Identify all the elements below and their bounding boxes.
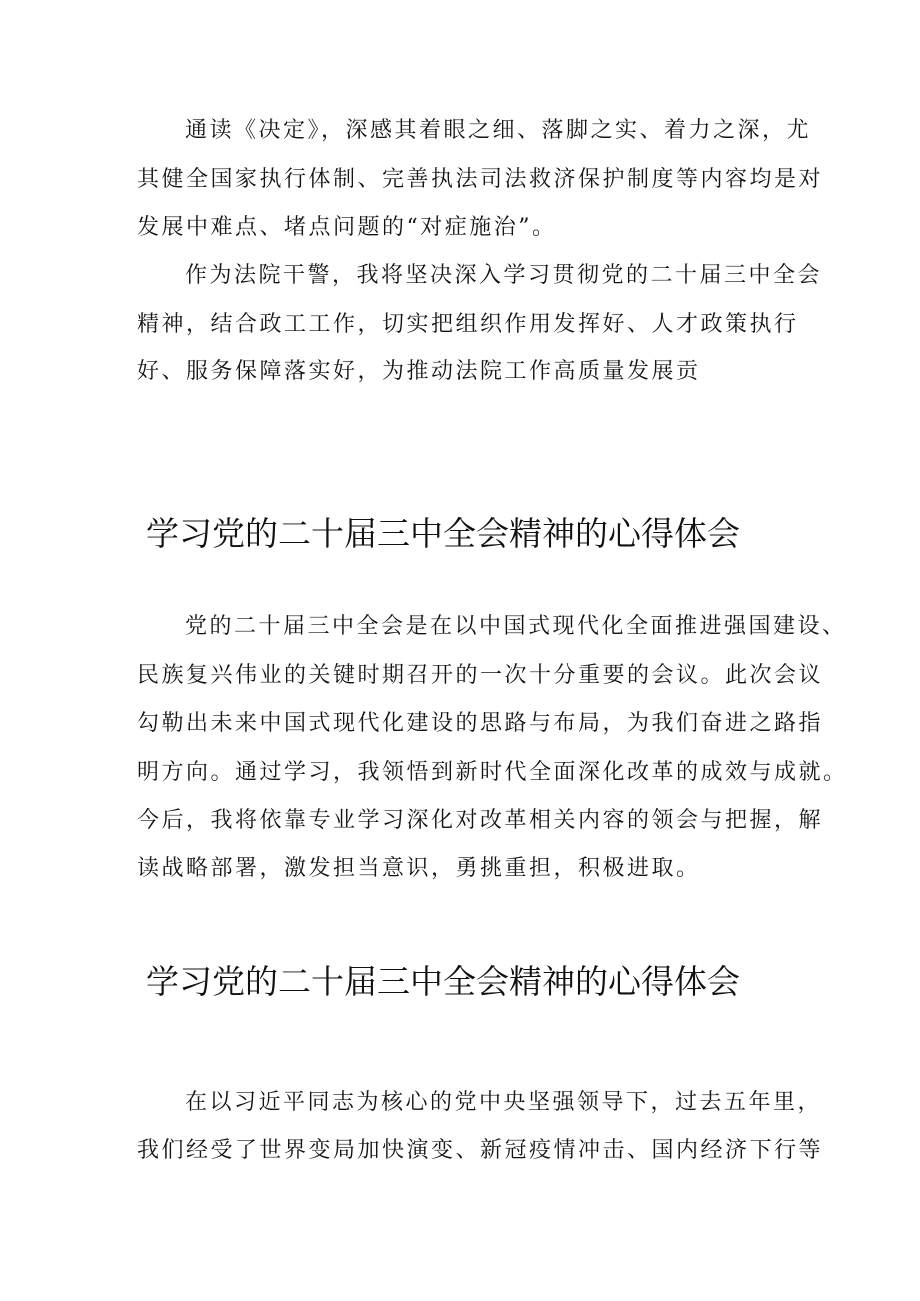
paragraph-line: 我们经受了世界变局加快演变、新冠疫情冲击、国内经济下行等 <box>137 1138 824 1163</box>
paragraph-line: 发展中难点、堵点问题的“对症施治”。 <box>137 215 557 240</box>
section-title: 学习党的二十届三中全会精神的心得体会 <box>146 962 740 1001</box>
paragraph-line: 作为法院干警，我将坚决深入学习贯彻党的二十届三中全会 <box>185 263 823 288</box>
paragraph-line: 勾勒出未来中国式现代化建设的思路与布局，为我们奋进之路指 <box>137 711 824 736</box>
paragraph-line: 民族复兴伟业的关键时期召开的一次十分重要的会议。此次会议 <box>137 663 824 688</box>
section-title: 学习党的二十届三中全会精神的心得体会 <box>146 514 740 553</box>
paragraph-line: 通读《决定》，深感其着眼之细、落脚之实、着力之深，尤 <box>185 118 812 143</box>
paragraph-line: 其健全国家执行体制、完善执法司法救济保护制度等内容均是对 <box>137 167 824 192</box>
paragraph-line: 好、服务保障落实好，为推动法院工作高质量发展贡 <box>137 359 701 384</box>
paragraph-line: 明方向。通过学习，我领悟到新时代全面深化改革的成效与成就。 <box>137 760 848 785</box>
paragraph-line: 精神，结合政工工作，切实把组织作用发挥好、人才政策执行 <box>137 312 799 337</box>
paragraph-line: 党的二十届三中全会是在以中国式现代化全面推进强国建设、 <box>185 614 847 639</box>
paragraph-line: 今后，我将依靠专业学习深化对改革相关内容的领会与把握，解 <box>137 808 824 833</box>
paragraph-line: 读战略部署，激发担当意识，勇挑重担，积极进取。 <box>137 856 701 881</box>
paragraph-line: 在以习近平同志为核心的党中央坚强领导下，过去五年里， <box>185 1090 823 1115</box>
